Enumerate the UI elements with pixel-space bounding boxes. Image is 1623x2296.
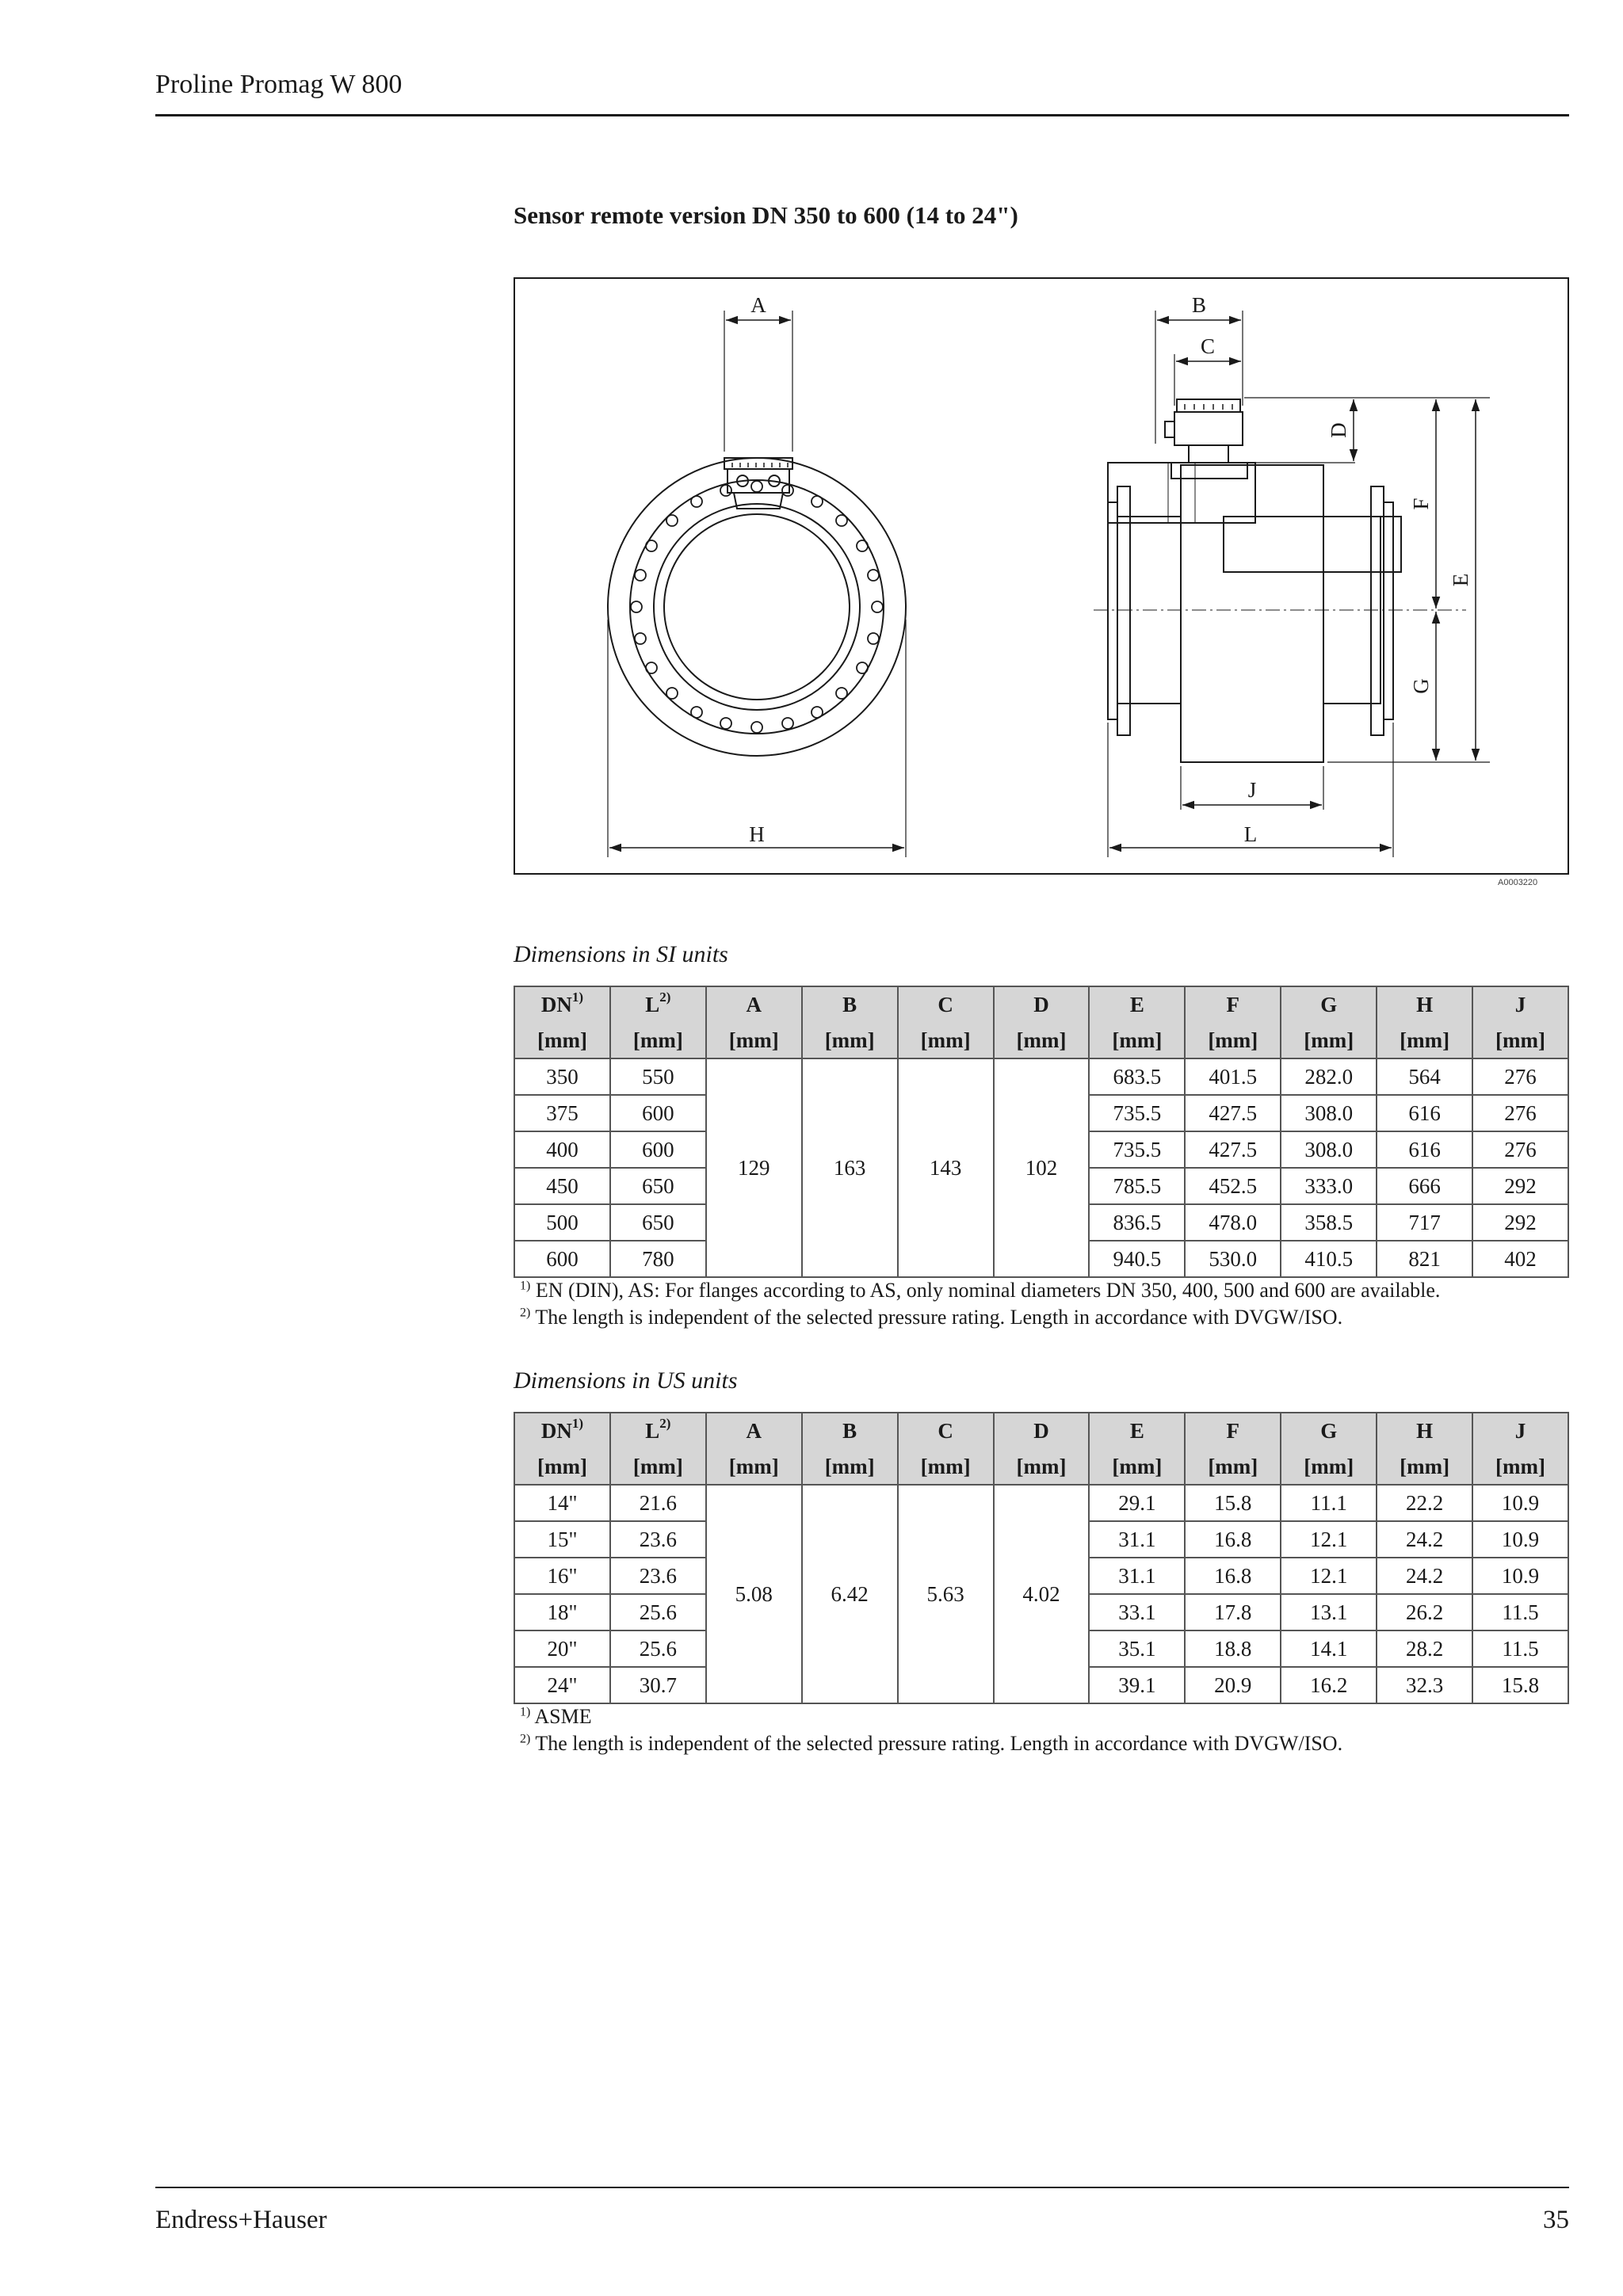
- cell-l: 25.6: [610, 1630, 706, 1667]
- cell-j: 292: [1472, 1168, 1568, 1204]
- label-l: L: [1243, 822, 1258, 846]
- cell-a-common: 5.08: [706, 1485, 802, 1703]
- bolt-holes: [631, 481, 883, 733]
- unit-l: [mm]: [610, 1449, 706, 1486]
- si-footnote-2: $^{2)}$ The length is independent of the selected pressure rating. Length in accordance with DVGW/ISO.: [520, 1306, 1343, 1329]
- unit-dn: [mm]: [514, 1023, 610, 1059]
- header-b: B: [802, 1413, 898, 1449]
- cell-l: 600: [610, 1095, 706, 1131]
- cell-j: 11.5: [1472, 1630, 1568, 1667]
- cell-e: 683.5: [1089, 1058, 1185, 1095]
- cell-dn: 600: [514, 1241, 610, 1277]
- unit-a: [mm]: [706, 1023, 802, 1059]
- cell-j: 10.9: [1472, 1558, 1568, 1594]
- unit-f: [mm]: [1185, 1023, 1281, 1059]
- cell-f: 530.0: [1185, 1241, 1281, 1277]
- cell-g: 12.1: [1281, 1558, 1377, 1594]
- cell-e: 29.1: [1089, 1485, 1185, 1521]
- us-table-caption: Dimensions in US units: [514, 1367, 738, 1394]
- unit-c: [mm]: [898, 1023, 994, 1059]
- pipe-outer-circle: [654, 504, 860, 710]
- header-g: G: [1281, 986, 1377, 1023]
- cell-j: 276: [1472, 1058, 1568, 1095]
- unit-d: [mm]: [994, 1449, 1090, 1486]
- cell-f: 16.8: [1185, 1558, 1281, 1594]
- cell-g: 410.5: [1281, 1241, 1377, 1277]
- cell-b-common: 163: [802, 1058, 898, 1277]
- unit-c: [mm]: [898, 1449, 994, 1486]
- flange-bolt-ring: [630, 480, 884, 734]
- table-row: [514, 1058, 1568, 1095]
- si-dimensions-table: [514, 986, 1569, 1278]
- cell-j: 15.8: [1472, 1667, 1568, 1703]
- cell-f: 15.8: [1185, 1485, 1281, 1521]
- pipe-inner-circle: [664, 514, 850, 700]
- cell-b-common: 6.42: [802, 1485, 898, 1703]
- cell-f: 20.9: [1185, 1667, 1281, 1703]
- cell-e: 31.1: [1089, 1558, 1185, 1594]
- header-b: B: [802, 986, 898, 1023]
- label-j: J: [1247, 778, 1257, 802]
- cell-f: 18.8: [1185, 1630, 1281, 1667]
- cell-c-common: 5.63: [898, 1485, 994, 1703]
- unit-b: [mm]: [802, 1023, 898, 1059]
- us-footnote-1: $^{1)}$ ASME: [520, 1705, 592, 1728]
- cell-g: 11.1: [1281, 1485, 1377, 1521]
- flange-right: [1371, 486, 1384, 735]
- label-d: D: [1327, 422, 1350, 438]
- cell-f: 17.8: [1185, 1594, 1281, 1630]
- cell-e: 735.5: [1089, 1095, 1185, 1131]
- header-c: C: [898, 1413, 994, 1449]
- cell-j: 402: [1472, 1241, 1568, 1277]
- us-dimensions-table: [514, 1412, 1569, 1704]
- header-j: J: [1472, 986, 1568, 1023]
- cell-f: 401.5: [1185, 1058, 1281, 1095]
- dimension-drawing: [514, 277, 1569, 875]
- cell-e: 39.1: [1089, 1667, 1185, 1703]
- cell-l: 30.7: [610, 1667, 706, 1703]
- cell-dn: 18": [514, 1594, 610, 1630]
- cell-dn: 400: [514, 1131, 610, 1168]
- header-l: $L^{2)}$: [610, 986, 706, 1023]
- header-f: F: [1185, 986, 1281, 1023]
- document-header-title: Proline Promag W 800: [155, 70, 403, 99]
- cell-l: 23.6: [610, 1558, 706, 1594]
- unit-j: [mm]: [1472, 1449, 1568, 1486]
- cell-h: 821: [1377, 1241, 1472, 1277]
- header-h: H: [1377, 986, 1472, 1023]
- cell-h: 616: [1377, 1131, 1472, 1168]
- cell-g: 308.0: [1281, 1131, 1377, 1168]
- label-e: E: [1449, 573, 1472, 587]
- cell-f: 427.5: [1185, 1131, 1281, 1168]
- label-c: C: [1200, 334, 1216, 358]
- cell-e: 33.1: [1089, 1594, 1185, 1630]
- cell-dn: 15": [514, 1521, 610, 1558]
- header-dn: DN$^{1)}$: [514, 1413, 610, 1449]
- unit-g: [mm]: [1281, 1023, 1377, 1059]
- cell-g: 14.1: [1281, 1630, 1377, 1667]
- header-dn: DN$^{1)}$: [514, 986, 610, 1023]
- cell-g: 13.1: [1281, 1594, 1377, 1630]
- cell-e: 735.5: [1089, 1131, 1185, 1168]
- cell-h: 564: [1377, 1058, 1472, 1095]
- figure-code: A0003220: [1498, 878, 1538, 887]
- cell-dn: 16": [514, 1558, 610, 1594]
- unit-h: [mm]: [1377, 1449, 1472, 1486]
- cell-f: 427.5: [1185, 1095, 1281, 1131]
- unit-g: [mm]: [1281, 1449, 1377, 1486]
- cell-j: 11.5: [1472, 1594, 1568, 1630]
- cell-f: 478.0: [1185, 1204, 1281, 1241]
- cell-e: 785.5: [1089, 1168, 1185, 1204]
- cell-j: 10.9: [1472, 1485, 1568, 1521]
- table-row: [514, 1485, 1568, 1521]
- cell-h: 24.2: [1377, 1558, 1472, 1594]
- cell-h: 26.2: [1377, 1594, 1472, 1630]
- unit-a: [mm]: [706, 1449, 802, 1486]
- cell-dn: 20": [514, 1630, 610, 1667]
- cell-h: 24.2: [1377, 1521, 1472, 1558]
- cell-l: 25.6: [610, 1594, 706, 1630]
- cell-g: 358.5: [1281, 1204, 1377, 1241]
- cell-h: 616: [1377, 1095, 1472, 1131]
- cell-h: 717: [1377, 1204, 1472, 1241]
- label-g: G: [1409, 678, 1433, 694]
- dimension-drawing-svg: [515, 279, 1571, 876]
- page-number: 35: [1543, 2206, 1569, 2234]
- cell-g: 12.1: [1281, 1521, 1377, 1558]
- cell-d-common: 4.02: [994, 1485, 1090, 1703]
- cell-dn: 450: [514, 1168, 610, 1204]
- header-c: C: [898, 986, 994, 1023]
- sensor-body: [1181, 465, 1323, 762]
- unit-d: [mm]: [994, 1023, 1090, 1059]
- cell-f: 16.8: [1185, 1521, 1281, 1558]
- cell-l: 650: [610, 1204, 706, 1241]
- unit-j: [mm]: [1472, 1023, 1568, 1059]
- cell-e: 31.1: [1089, 1521, 1185, 1558]
- unit-h: [mm]: [1377, 1023, 1472, 1059]
- cell-dn: 375: [514, 1095, 610, 1131]
- unit-f: [mm]: [1185, 1449, 1281, 1486]
- cell-c-common: 143: [898, 1058, 994, 1277]
- cell-l: 550: [610, 1058, 706, 1095]
- header-e: E: [1089, 986, 1185, 1023]
- cell-g: 308.0: [1281, 1095, 1377, 1131]
- si-footnote-1: $^{1)}$ EN (DIN), AS: For flanges according to AS, only nominal diameters DN 350, 400, 500 and 600 are available.: [520, 1279, 1441, 1302]
- unit-dn: [mm]: [514, 1449, 610, 1486]
- flange-left: [1117, 486, 1130, 735]
- cell-j: 276: [1472, 1131, 1568, 1168]
- footer-divider: [155, 2187, 1569, 2188]
- cell-f: 452.5: [1185, 1168, 1281, 1204]
- header-g: G: [1281, 1413, 1377, 1449]
- pipe-section-right-upper: [1224, 517, 1401, 572]
- header-e: E: [1089, 1413, 1185, 1449]
- header-f: F: [1185, 1413, 1281, 1449]
- cell-g: 16.2: [1281, 1667, 1377, 1703]
- label-a: A: [750, 293, 766, 317]
- cell-l: 650: [610, 1168, 706, 1204]
- si-table-caption: Dimensions in SI units: [514, 941, 728, 967]
- unit-e: [mm]: [1089, 1023, 1185, 1059]
- cell-h: 22.2: [1377, 1485, 1472, 1521]
- unit-b: [mm]: [802, 1449, 898, 1486]
- header-j: J: [1472, 1413, 1568, 1449]
- cell-j: 10.9: [1472, 1521, 1568, 1558]
- label-b: B: [1191, 293, 1207, 317]
- unit-e: [mm]: [1089, 1449, 1185, 1486]
- cell-g: 333.0: [1281, 1168, 1377, 1204]
- cell-e: 940.5: [1089, 1241, 1185, 1277]
- cell-e: 35.1: [1089, 1630, 1185, 1667]
- cell-d-common: 102: [994, 1058, 1090, 1277]
- cell-l: 600: [610, 1131, 706, 1168]
- cell-dn: 24": [514, 1667, 610, 1703]
- header-divider: [155, 114, 1569, 116]
- cell-dn: 350: [514, 1058, 610, 1095]
- flange-outer-circle: [608, 458, 906, 756]
- header-h: H: [1377, 1413, 1472, 1449]
- footer-company: Endress+Hauser: [155, 2206, 327, 2234]
- cell-dn: 500: [514, 1204, 610, 1241]
- header-d: D: [994, 1413, 1090, 1449]
- section-title: Sensor remote version DN 350 to 600 (14 to 24"): [514, 201, 1018, 229]
- label-h: H: [749, 822, 765, 846]
- cell-l: 23.6: [610, 1521, 706, 1558]
- cell-l: 21.6: [610, 1485, 706, 1521]
- cell-dn: 14": [514, 1485, 610, 1521]
- cell-j: 276: [1472, 1095, 1568, 1131]
- cell-j: 292: [1472, 1204, 1568, 1241]
- header-a: A: [706, 1413, 802, 1449]
- cell-h: 28.2: [1377, 1630, 1472, 1667]
- cell-a-common: 129: [706, 1058, 802, 1277]
- cell-g: 282.0: [1281, 1058, 1377, 1095]
- header-a: A: [706, 986, 802, 1023]
- us-footnote-2: $^{2)}$ The length is independent of the selected pressure rating. Length in accordance with DVGW/ISO.: [520, 1732, 1343, 1755]
- cell-l: 780: [610, 1241, 706, 1277]
- header-l: $L^{2)}$: [610, 1413, 706, 1449]
- cell-h: 32.3: [1377, 1667, 1472, 1703]
- unit-l: [mm]: [610, 1023, 706, 1059]
- cell-e: 836.5: [1089, 1204, 1185, 1241]
- header-d: D: [994, 986, 1090, 1023]
- label-f: F: [1409, 498, 1433, 510]
- cell-h: 666: [1377, 1168, 1472, 1204]
